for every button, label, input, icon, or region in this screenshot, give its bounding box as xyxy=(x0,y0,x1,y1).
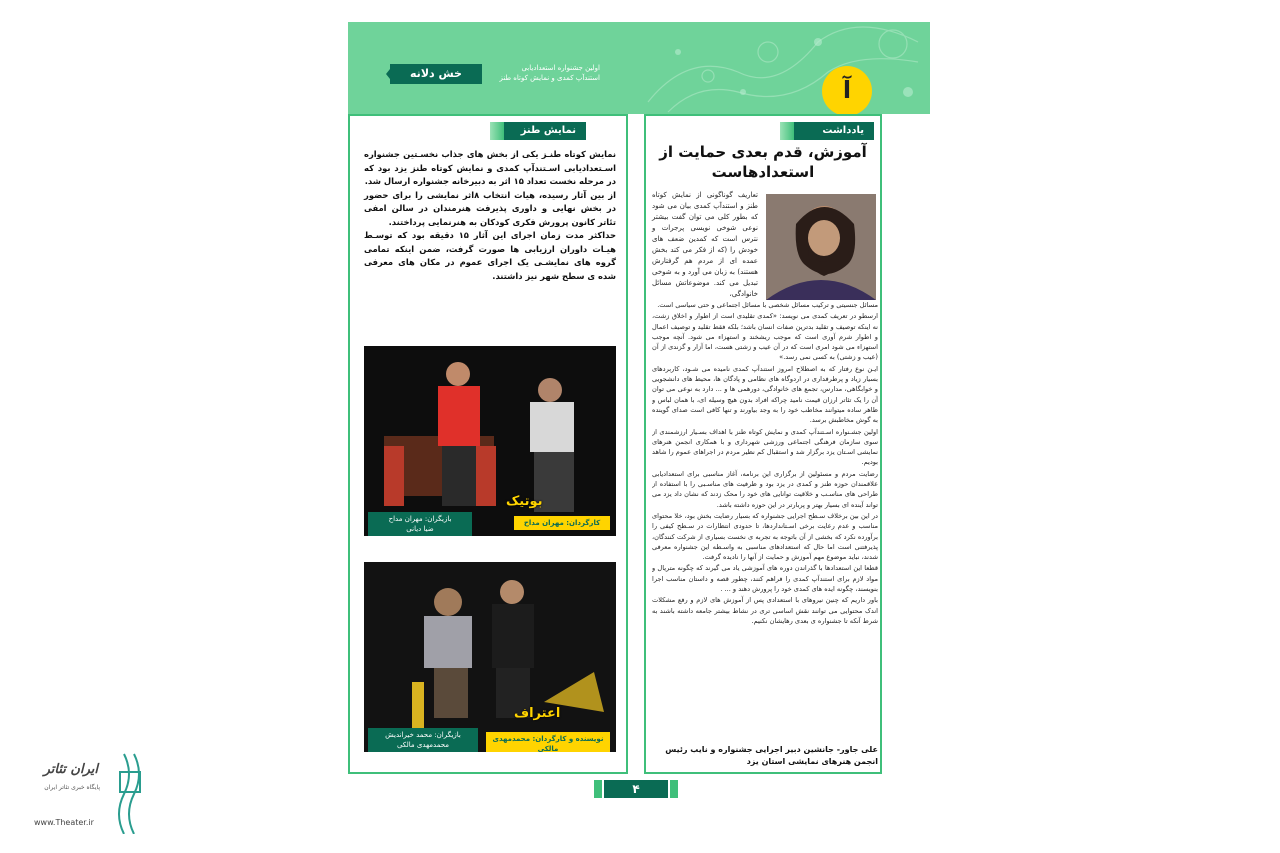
play-photo-1 xyxy=(364,346,616,536)
stage-photo-icon xyxy=(364,562,616,752)
page-header xyxy=(348,22,930,114)
article-paragraph: در این بین برخلاف سـطح اجرایی جشنواره که بسیار رضایت بخش بود، خلا محتوای مناسب و عدم رعایت برخی اسـتانداردها، تا حدودی انتظارات در سـطح کیفی را برآورده نکرد که بخشی از آن باتوجه به تجربه ی نخست بسیاری از شرکت کنندگان، پذیرفتنی است اما حال که استعدادهای مناسبی به واسـطه این جشنواره معرفی شدند، نباید موضوع مهم آموزش و حمایت از آنها را نادیده گرفت. xyxy=(652,511,878,562)
shows-paragraph: حداکثر مدت زمان اجرای این آثار ۱۵ دقیقه بود که توسـط هیـات داوران ارزیابی ها صورت گرفت، ضمن اینکه تمامی گروه های نمایشـی یک اجرای عموم در مکان های معرفی شده ی سطح شهر نیز داشتند. xyxy=(364,230,616,281)
editorial-column xyxy=(644,114,882,774)
watermark-url: www.Theater.ir xyxy=(34,818,94,827)
play-2-actors-line-2: محمدمهدی مالکی xyxy=(396,741,450,749)
festival-logo: آ xyxy=(822,66,872,114)
signature-line-1: علی جاور- جانشین دبیر اجرایی جشنواره و نایب رئیس xyxy=(665,745,878,754)
article-paragraph: ایـن نوع رفتار که به اصطلاح امروز استندآپ کمدی نامیده می شـود، کاربردهای بسیار زیاد و پرطرفداری در اردوگاه های نظامی و پادگان ها، محیط های دانشجویی و خوابگاهی، مدارس، تجمع های خانوادگی، دورهمی ها و ... دارد به نوعی می توان آن را یک تئاتر ارزان قیمت نامید چراکه افراد بدون هیچ وسیله ای، با همان لباس و ظاهر ساده میتوانند مخاطب خود را به وجد بیاورند و تنها کافی است صدای گوینده به گوش مخاطبش برسد. xyxy=(652,364,878,425)
article-paragraph: ارسطو در تعریف کمدی می نویسد: «کمدی تقلیدی است از اطوار و اخلاق زشت، نه اینکه توصیف و تقلید بدترین صفات انسان باشد؛ بلکه فقط تقلید و توصیف اعمال و اطوار شرم آوری است که موجب ریشخند و استهزاء می شود. آنچه موجب استهزاء می شود امری است که در آن عیب و زشتی هست، اما آزار و گزندی از آن (عیب و زشتی) به کسی نمی رسد.» xyxy=(652,312,878,362)
header-tagline-2: استندآپ کمدی و نمایش کوتاه طنز xyxy=(499,74,600,82)
brand-title: خش دلانه xyxy=(390,64,482,84)
article-paragraph: رضایت مردم و مسئولین از برگزاری این برنامه، آغاز مناسبی برای استعدادیابی علاقمندان حوزه طنز و کمدی در یزد بود و ظرفیت های مناسـبی را با استفاده از طراحی های مناسـب و خلاقیت توانایی های خود را محک زدند که نشان داد یزد می تواند آینده ای بسیار بهتر و پربارتر در این حوزه داشته باشد. xyxy=(652,469,878,509)
play-2-actors xyxy=(368,728,478,752)
shows-column xyxy=(348,114,628,774)
stage-photo-icon xyxy=(364,346,616,536)
article-paragraph: مسائل جنسیتی و ترکیب مسائل شخصی با مسائل اجتماعی و حتی سیاسی است. xyxy=(657,301,878,309)
article-headline: آموزش، قدم بعدی حمایت از استعدادهاست xyxy=(659,143,867,181)
play-title-2: اعتراف xyxy=(514,706,561,721)
person-photo-icon xyxy=(766,194,876,300)
page-number: ۴ xyxy=(604,780,668,798)
play-2-director: نویسنده و کارگردان: محمدمهدی مالکی xyxy=(486,732,610,752)
play-1-actors-line-2: ضیا دیانی xyxy=(406,525,434,533)
author-portrait xyxy=(766,194,876,300)
play-title-1: بوتیک xyxy=(506,494,543,509)
article-paragraph: اولین جشـنواره اسـتندآپ کمدی و نمایش کوتاه طنز با اهداف بسـیار ارزشمندی از سوی سازمان فرهنگی اجتماعی ورزشی شهرداری و با همکاری انجمن هنرهای نمایشی اسـتان یزد برگزار شد و استقبال کم نظیر مردم در اجراهای عموم را شاهد بودیم. xyxy=(652,427,878,467)
watermark-subtitle: پایگاه خبری تئاتر ایران xyxy=(44,784,100,791)
shows-paragraph: نمایش کوتاه طنـز یکی از بخش های جذاب نخسـتین جشنواره اسـتعدادیابی اسـتندآپ کمدی و نمایش کوتاه طنز یزد بود که در مرحله نخست تعداد ۱۵ اثر به دبیرخانه جشنواره ارسال شد. xyxy=(364,149,616,186)
article-paragraph: قطعا این استعدادها با گذراندن دوره های آموزشی یاد می گیرند که چگونه متریال و مواد لازم برای استندآپ کمدی را فراهم کنند، چطور قصه و داستان مناسب اجرا بنویسند، چگونه ایده های کمدی خود را پرورش دهند و ... . xyxy=(652,564,878,594)
play-1-actors xyxy=(368,512,472,536)
magazine-page xyxy=(348,22,930,800)
watermark-name: ایران تئاتر xyxy=(43,762,98,777)
header-tagline-1: اولین جشنواره استعدادیابی xyxy=(521,64,600,72)
article-intro: تعاریف گوناگونی از نمایش کوتاه طنز و استندآپ کمدی بیان می شود که بطور کلی می توان گفت بیشتر نوعی شوخی نویسی پرجرات و نترس است که کمدین ضعف های خودش را (که از فکر می کند بخش عمده ای از مردم هم گرفتارش هستند) به زبان می آورد و به شوخی تبدیل می کند. موضوعاتش مسائل خانوادگی، xyxy=(652,191,758,298)
play-1-actors-line-1: بازیگران: مهران مداح xyxy=(388,515,452,523)
section-ribbon-shows: نمایش طنز xyxy=(504,122,586,140)
play-photo-2 xyxy=(364,562,616,752)
article-paragraph: باور داریم که چنین نیروهای با استعدادی پس از آموزش های لازم و رفع مشکلات اندک محتوایی می توانند نقش اساسی تری در نشاط بیشتر جامعه داشته باشند به شرط آنکه تا جشنواره ی بعدی رهایشان نکنیم. xyxy=(652,596,878,625)
section-ribbon-editorial: یادداشت xyxy=(794,122,874,140)
article-signature xyxy=(652,744,878,768)
signature-line-2: انجمن هنرهای نمایشی استان یزد xyxy=(746,757,878,766)
play-1-director: کارگردان: مهران مداح xyxy=(514,516,610,530)
shows-intro xyxy=(364,148,616,283)
shows-paragraph: از بین آثار رسیده، هیات انتخاب ۸اثر نمایشی را برای حضور در بخش نهایی و داوری پذیرفت هنرمندان در سالن امفی تئاتر کانون پرورش فکری کودکان به هنرنمایی پرداختند. xyxy=(364,189,616,227)
article-body xyxy=(652,300,878,746)
play-2-actors-line-1: بازیگران: محمد خیراندیش xyxy=(385,731,461,739)
